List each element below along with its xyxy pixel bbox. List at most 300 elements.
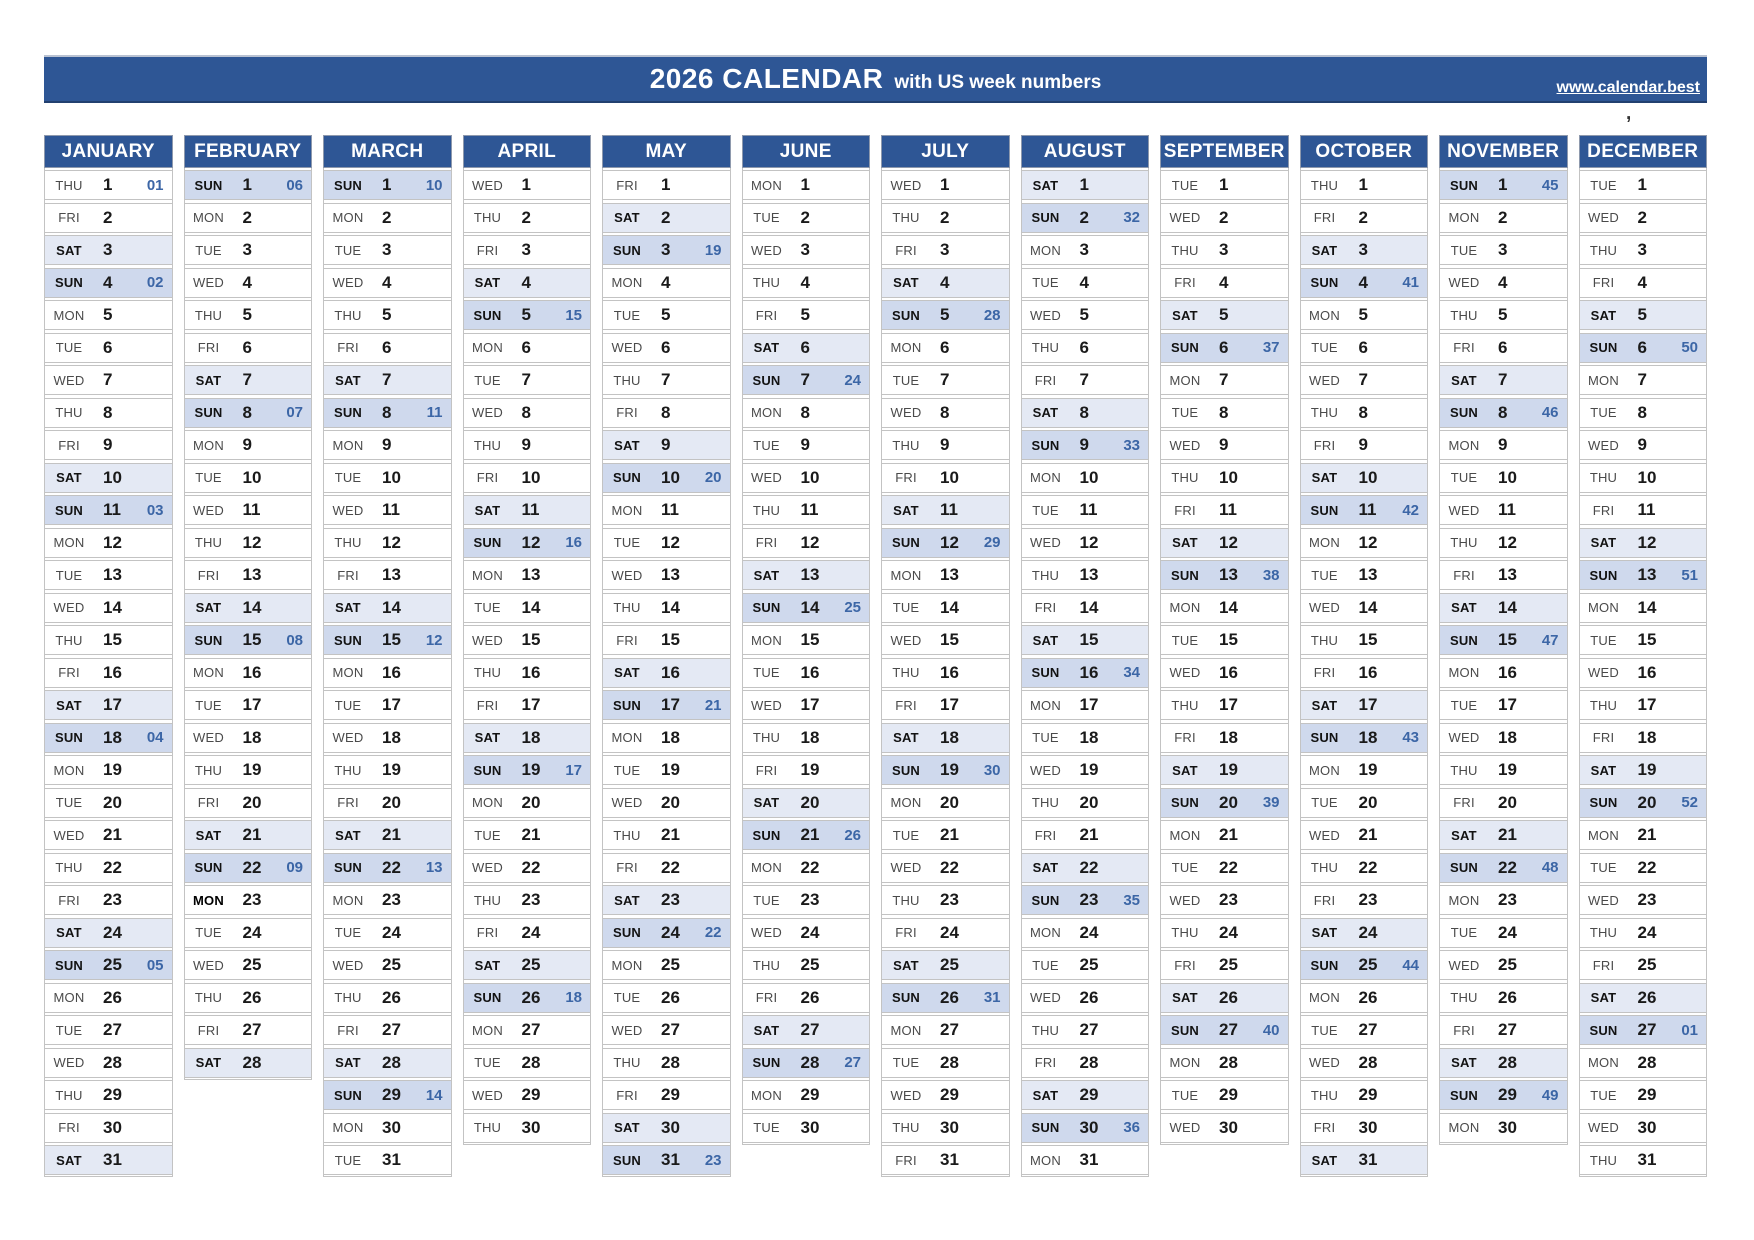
day-of-week-label: SAT	[195, 372, 222, 388]
day-of-week-label: THU	[194, 990, 223, 1005]
day-number: 22	[1219, 857, 1238, 877]
day-number: 26	[800, 987, 820, 1007]
day-row	[1301, 495, 1428, 525]
day-row	[1440, 755, 1567, 785]
day-row	[603, 528, 730, 558]
day-row	[1301, 170, 1428, 200]
day-of-week-label: SAT	[1311, 242, 1338, 258]
day-number: 8	[661, 402, 671, 422]
day-number: 15	[1358, 630, 1378, 649]
day-row	[45, 1113, 172, 1143]
day-number: 8	[103, 402, 113, 422]
day-number: 30	[1358, 1117, 1378, 1137]
day-number: 7	[661, 370, 671, 389]
day-number: 25	[1358, 955, 1378, 974]
day-number: 7	[521, 370, 531, 389]
day-number: 21	[940, 825, 959, 844]
day-of-week-label: MON	[1169, 827, 1201, 843]
day-number: 13	[1219, 565, 1238, 584]
day-row	[603, 463, 730, 493]
day-number: 17	[521, 695, 541, 714]
month-january	[44, 135, 173, 1177]
month-header: AUGUST	[1021, 135, 1150, 168]
day-number: 8	[940, 402, 950, 422]
day-number: 30	[103, 1117, 122, 1137]
day-of-week-label: SUN	[1170, 1022, 1200, 1038]
week-number: 06	[286, 176, 303, 194]
day-of-week-label: WED	[53, 827, 85, 843]
day-row	[185, 268, 312, 298]
day-number: 22	[242, 857, 262, 877]
day-row	[1580, 235, 1707, 265]
month-header: MARCH	[323, 135, 452, 168]
day-number: 17	[103, 695, 122, 714]
day-of-week-label: MON	[53, 762, 85, 778]
day-of-week-label: FRI	[1453, 1022, 1475, 1038]
day-of-week-label: THU	[1450, 307, 1478, 323]
day-row	[603, 723, 730, 753]
day-of-week-label: MON	[193, 210, 224, 225]
day-of-week-label: THU	[613, 827, 641, 843]
day-of-week-label: TUE	[1032, 275, 1059, 290]
day-of-week-label: FRI	[895, 1152, 917, 1168]
day-number: 4	[661, 272, 671, 292]
day-row	[1301, 690, 1428, 720]
day-of-week-label: MON	[1448, 892, 1480, 908]
day-row	[1301, 820, 1428, 850]
day-number: 8	[1637, 402, 1647, 422]
day-row	[185, 365, 312, 395]
day-of-week-label: TUE	[1590, 1087, 1617, 1103]
calendar-title: 2026 CALENDAR	[649, 63, 884, 94]
day-of-week-label: MON	[53, 307, 85, 323]
day-number: 30	[1219, 1117, 1238, 1137]
day-number: 8	[800, 402, 810, 422]
day-row	[185, 463, 312, 493]
day-of-week-label: SUN	[54, 502, 84, 518]
day-number: 5	[382, 305, 392, 324]
day-number: 4	[521, 272, 531, 292]
day-number: 15	[242, 630, 262, 649]
day-row	[1161, 495, 1288, 525]
day-row	[1440, 430, 1567, 460]
day-of-week-label: THU	[1589, 697, 1618, 713]
day-of-week-label: TUE	[334, 925, 362, 940]
day-row	[45, 625, 172, 655]
day-row	[743, 495, 870, 525]
week-number: 25	[844, 599, 861, 616]
day-row	[1301, 1145, 1428, 1175]
day-of-week-label: SUN	[612, 470, 642, 485]
day-number: 10	[800, 467, 820, 487]
day-of-week-label: FRI	[1313, 892, 1336, 908]
day-row	[1161, 918, 1288, 948]
day-row	[882, 170, 1009, 200]
day-number: 15	[382, 630, 401, 649]
day-row	[1301, 365, 1428, 395]
day-of-week-label: FRI	[1313, 1120, 1336, 1135]
week-number: 31	[983, 989, 1001, 1006]
day-number: 13	[661, 565, 680, 584]
day-row	[464, 365, 591, 395]
day-number: 16	[800, 662, 820, 682]
day-row	[1022, 430, 1149, 460]
day-row	[882, 1015, 1009, 1045]
day-row	[464, 333, 591, 363]
month-february	[184, 135, 313, 1177]
day-row	[603, 235, 730, 265]
day-number: 15	[1079, 630, 1099, 649]
day-of-week-label: WED	[751, 697, 782, 713]
day-of-week-label: TUE	[1590, 860, 1617, 875]
day-row	[1440, 788, 1567, 818]
day-row	[882, 1048, 1009, 1078]
week-number: 34	[1123, 664, 1140, 681]
day-number: 29	[800, 1085, 820, 1104]
day-row	[1580, 983, 1707, 1013]
month-days	[184, 168, 313, 1080]
day-of-week-label: SUN	[333, 405, 363, 420]
day-row	[464, 983, 591, 1013]
day-number: 5	[103, 305, 113, 324]
day-of-week-label: TUE	[892, 827, 920, 843]
day-row	[45, 398, 172, 428]
day-row	[1440, 1048, 1567, 1078]
day-row	[464, 690, 591, 720]
day-of-week-label: THU	[1031, 1022, 1060, 1038]
day-row	[324, 333, 451, 363]
day-number: 2	[1358, 207, 1368, 227]
day-of-week-label: FRI	[1174, 730, 1196, 745]
day-row	[882, 723, 1009, 753]
day-row	[1440, 723, 1567, 753]
day-of-week-label: WED	[472, 632, 503, 648]
day-row	[1440, 398, 1567, 428]
day-row	[464, 820, 591, 850]
day-row	[1301, 463, 1428, 493]
day-of-week-label: SAT	[614, 437, 640, 453]
day-row	[882, 983, 1009, 1013]
day-of-week-label: THU	[55, 177, 83, 193]
day-number: 23	[940, 890, 959, 909]
day-row	[324, 658, 451, 688]
day-number: 2	[103, 207, 113, 227]
day-of-week-label: WED	[1588, 892, 1619, 908]
day-of-week-label: MON	[472, 795, 503, 810]
day-number: 22	[1079, 857, 1099, 877]
week-number: 33	[1123, 436, 1140, 454]
day-of-week-label: FRI	[337, 340, 359, 355]
day-row	[1301, 528, 1428, 558]
day-number: 31	[1637, 1150, 1657, 1169]
day-of-week-label: SAT	[474, 730, 501, 745]
day-of-week-label: MON	[1588, 600, 1619, 615]
day-row	[1022, 1145, 1149, 1175]
day-number: 21	[661, 825, 680, 844]
day-number: 15	[103, 630, 122, 649]
day-number: 10	[382, 467, 401, 487]
day-row	[1580, 820, 1707, 850]
day-row	[882, 593, 1009, 623]
day-of-week-label: TUE	[892, 600, 920, 615]
day-number: 19	[1219, 760, 1238, 779]
day-number: 16	[103, 662, 122, 682]
day-row	[1580, 1048, 1707, 1078]
day-of-week-label: WED	[1588, 210, 1619, 225]
day-of-week-label: MON	[1309, 990, 1340, 1005]
day-row	[185, 885, 312, 915]
day-row	[1440, 203, 1567, 233]
day-of-week-label: TUE	[1171, 632, 1199, 648]
day-of-week-label: MON	[1169, 1055, 1201, 1070]
day-row	[324, 983, 451, 1013]
day-number: 31	[661, 1150, 680, 1169]
day-row	[1301, 430, 1428, 460]
day-number: 17	[1079, 695, 1099, 714]
day-number: 16	[661, 662, 680, 682]
day-number: 24	[1079, 922, 1099, 942]
day-row	[603, 950, 730, 980]
day-of-week-label: THU	[1450, 535, 1478, 550]
day-of-week-label: TUE	[1171, 1087, 1199, 1103]
day-row	[1161, 268, 1288, 298]
day-number: 20	[242, 792, 262, 812]
month-days	[1579, 168, 1708, 1177]
day-of-week-label: WED	[1448, 275, 1480, 290]
day-number: 30	[1498, 1117, 1517, 1137]
day-number: 26	[1219, 987, 1238, 1007]
day-of-week-label: MON	[751, 405, 782, 420]
day-number: 9	[800, 435, 810, 454]
day-number: 28	[1358, 1052, 1378, 1072]
day-number: 23	[103, 890, 122, 909]
day-row	[464, 398, 591, 428]
day-number: 9	[1079, 435, 1089, 454]
day-of-week-label: SAT	[1032, 405, 1059, 420]
day-row	[324, 170, 451, 200]
day-of-week-label: SAT	[1311, 925, 1338, 940]
day-row	[1161, 463, 1288, 493]
day-of-week-label: TUE	[474, 1055, 501, 1070]
day-of-week-label: MON	[1169, 372, 1201, 388]
day-number: 22	[940, 857, 959, 877]
day-row	[45, 495, 172, 525]
day-row	[1161, 300, 1288, 330]
day-of-week-label: WED	[1169, 1120, 1201, 1135]
day-row	[1301, 1080, 1428, 1110]
day-number: 4	[1079, 272, 1089, 292]
day-of-week-label: MON	[53, 535, 85, 550]
day-number: 28	[382, 1052, 401, 1072]
day-row	[882, 853, 1009, 883]
day-of-week-label: WED	[611, 567, 643, 583]
day-number: 3	[1358, 240, 1368, 259]
day-of-week-label: SUN	[891, 535, 921, 550]
day-number: 3	[800, 240, 810, 259]
week-number: 42	[1402, 501, 1419, 519]
day-number: 31	[103, 1150, 122, 1169]
day-row	[1161, 365, 1288, 395]
day-number: 20	[1219, 792, 1238, 812]
day-of-week-label: FRI	[1034, 827, 1057, 843]
day-row	[743, 820, 870, 850]
day-number: 20	[382, 792, 401, 812]
day-of-week-label: SAT	[1451, 827, 1477, 843]
day-of-week-label: FRI	[616, 860, 638, 875]
day-number: 1	[940, 175, 950, 194]
month-days	[463, 168, 592, 1145]
day-number: 28	[1219, 1052, 1238, 1072]
day-number: 24	[940, 922, 959, 942]
day-of-week-label: MON	[193, 665, 224, 680]
day-row	[45, 560, 172, 590]
day-of-week-label: FRI	[476, 697, 499, 713]
day-of-week-label: WED	[1030, 535, 1061, 550]
day-number: 4	[382, 272, 392, 292]
header-bar	[44, 55, 1707, 103]
day-of-week-label: SUN	[54, 275, 84, 290]
day-of-week-label: TUE	[1590, 632, 1617, 648]
day-number: 27	[661, 1020, 680, 1039]
day-row	[464, 560, 591, 590]
day-of-week-label: SUN	[54, 957, 84, 973]
day-number: 5	[1079, 305, 1089, 324]
day-number: 29	[940, 1085, 959, 1104]
day-number: 11	[940, 500, 958, 519]
day-number: 21	[1498, 825, 1517, 844]
day-number: 10	[1079, 467, 1099, 487]
day-of-week-label: SUN	[194, 405, 223, 420]
day-row	[185, 398, 312, 428]
day-of-week-label: WED	[890, 632, 922, 648]
day-row	[743, 918, 870, 948]
day-of-week-label: THU	[892, 665, 920, 680]
month-header: DECEMBER	[1579, 135, 1708, 168]
week-number: 48	[1541, 859, 1559, 876]
day-number: 25	[1079, 955, 1099, 974]
day-of-week-label: WED	[611, 1022, 643, 1038]
day-number: 28	[103, 1052, 122, 1072]
day-row	[1580, 1113, 1707, 1143]
month-october	[1300, 135, 1429, 1177]
day-number: 26	[382, 987, 401, 1007]
day-of-week-label: SUN	[1310, 730, 1339, 745]
day-row	[324, 528, 451, 558]
day-row	[1580, 430, 1707, 460]
day-number: 9	[1358, 435, 1368, 454]
day-of-week-label: SAT	[56, 1152, 82, 1168]
day-of-week-label: THU	[334, 990, 362, 1005]
day-number: 29	[1079, 1085, 1099, 1104]
day-number: 6	[1498, 337, 1508, 357]
day-number: 6	[1358, 337, 1368, 357]
day-number: 17	[800, 695, 820, 714]
day-number: 30	[800, 1117, 820, 1137]
day-of-week-label: FRI	[1592, 957, 1615, 973]
day-of-week-label: MON	[472, 567, 503, 583]
day-of-week-label: THU	[1310, 632, 1339, 648]
week-number: 27	[844, 1054, 861, 1071]
day-of-week-label: FRI	[616, 177, 638, 193]
day-of-week-label: THU	[55, 1087, 83, 1103]
day-number: 16	[242, 662, 262, 682]
day-number: 23	[661, 890, 680, 909]
day-number: 4	[103, 272, 113, 292]
day-of-week-label: SAT	[893, 502, 919, 518]
day-row	[882, 528, 1009, 558]
day-of-week-label: TUE	[753, 210, 780, 225]
day-number: 14	[242, 597, 262, 617]
day-of-week-label: WED	[1169, 437, 1201, 453]
day-row	[882, 1113, 1009, 1143]
day-of-week-label: SUN	[612, 925, 642, 940]
day-number: 18	[1358, 727, 1378, 747]
day-row	[1580, 918, 1707, 948]
header-title-group	[650, 63, 1102, 95]
day-of-week-label: WED	[1030, 762, 1061, 778]
day-of-week-label: TUE	[55, 795, 83, 810]
day-of-week-label: TUE	[195, 242, 222, 258]
day-number: 1	[800, 175, 810, 194]
day-of-week-label: SAT	[1032, 860, 1059, 875]
day-number: 3	[940, 240, 950, 259]
day-of-week-label: FRI	[755, 762, 778, 778]
day-row	[45, 300, 172, 330]
day-of-week-label: SUN	[1310, 957, 1339, 973]
day-row	[464, 723, 591, 753]
day-number: 14	[661, 597, 680, 617]
day-of-week-label: SUN	[891, 990, 921, 1005]
day-of-week-label: TUE	[1590, 405, 1617, 420]
day-number: 1	[1358, 175, 1368, 194]
day-row	[1301, 755, 1428, 785]
day-of-week-label: SUN	[612, 1152, 642, 1168]
day-number: 10	[1637, 467, 1657, 487]
day-row	[45, 268, 172, 298]
day-row	[324, 430, 451, 460]
day-row	[45, 203, 172, 233]
website-link[interactable]: www.calendar.best	[1556, 79, 1700, 96]
day-row	[603, 300, 730, 330]
day-number: 12	[1219, 532, 1238, 552]
day-row	[1580, 1145, 1707, 1175]
day-of-week-label: WED	[1309, 827, 1340, 843]
day-number: 20	[521, 792, 541, 812]
day-of-week-label: FRI	[1034, 600, 1057, 615]
day-number: 14	[1358, 597, 1378, 617]
day-number: 11	[661, 500, 679, 519]
day-number: 23	[1219, 890, 1238, 909]
day-row	[45, 950, 172, 980]
day-number: 28	[242, 1052, 262, 1072]
day-of-week-label: TUE	[753, 892, 780, 908]
day-row	[1440, 268, 1567, 298]
day-number: 15	[1498, 630, 1517, 649]
day-number: 15	[1219, 630, 1238, 649]
day-of-week-label: SAT	[614, 892, 640, 908]
week-number: 44	[1402, 956, 1419, 974]
day-of-week-label: MON	[1169, 600, 1201, 615]
day-number: 24	[1498, 922, 1517, 942]
day-of-week-label: SUN	[194, 177, 223, 193]
day-row	[1580, 755, 1707, 785]
day-number: 3	[1079, 240, 1089, 259]
day-of-week-label: WED	[1448, 957, 1480, 973]
day-row	[603, 268, 730, 298]
day-of-week-label: SUN	[1449, 177, 1479, 193]
day-of-week-label: TUE	[474, 600, 501, 615]
day-of-week-label: MON	[53, 990, 85, 1005]
